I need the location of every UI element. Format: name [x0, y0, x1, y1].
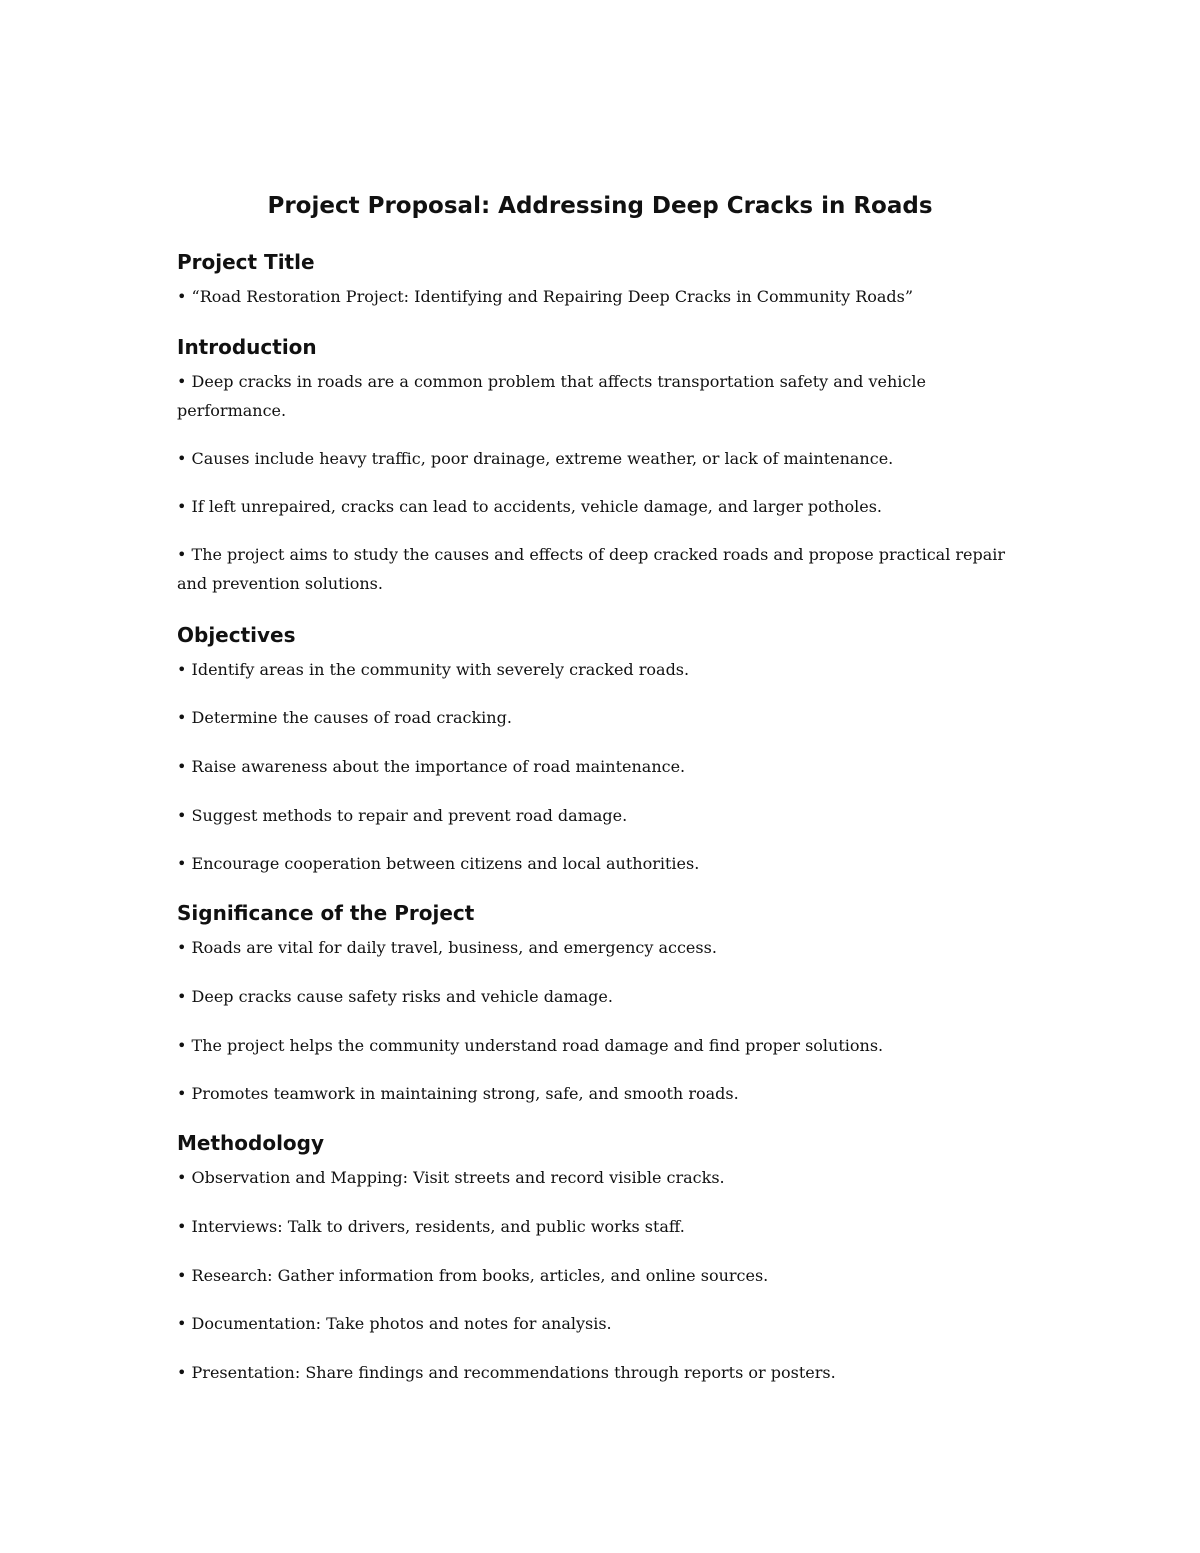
significance-item: • Roads are vital for daily travel, business, and emergency access. — [177, 938, 717, 957]
objectives-item: • Determine the causes of road cracking. — [177, 708, 512, 727]
objectives-item: • Identify areas in the community with severely cracked roads. — [177, 660, 690, 679]
objectives-item: • Suggest methods to repair and prevent road damage. — [177, 806, 628, 825]
project-title-item: • “Road Restoration Project: Identifying and Repairing Deep Cracks in Community Roads” — [177, 287, 914, 306]
section-heading-objectives: Objectives — [177, 623, 296, 647]
objectives-item: • Encourage cooperation between citizens and local authorities. — [177, 854, 700, 873]
section-heading-introduction: Introduction — [177, 335, 317, 359]
document-title: Project Proposal: Addressing Deep Cracks in Roads — [267, 193, 933, 219]
methodology-item: • Presentation: Share findings and recommendations through reports or posters. — [177, 1363, 836, 1382]
significance-item: • The project helps the community understand road damage and find proper solutions. — [177, 1036, 884, 1055]
introduction-item: • Causes include heavy traffic, poor drainage, extreme weather, or lack of maintenance. — [177, 449, 894, 468]
introduction-item: • Deep cracks in roads are a common problem that affects transportation safety and vehicle performance. — [177, 372, 926, 420]
methodology-item: • Interviews: Talk to drivers, residents, and public works staff. — [177, 1217, 685, 1236]
section-heading-significance: Significance of the Project — [177, 901, 475, 925]
significance-item: • Deep cracks cause safety risks and vehicle damage. — [177, 987, 613, 1006]
introduction-item: • The project aims to study the causes and effects of deep cracked roads and propose practical repair and prevention solutions. — [177, 545, 1006, 593]
methodology-item: • Observation and Mapping: Visit streets and record visible cracks. — [177, 1168, 725, 1187]
significance-item: • Promotes teamwork in maintaining strong, safe, and smooth roads. — [177, 1084, 739, 1103]
section-heading-methodology: Methodology — [177, 1131, 325, 1155]
objectives-item: • Raise awareness about the importance of road maintenance. — [177, 757, 686, 776]
introduction-item: • If left unrepaired, cracks can lead to accidents, vehicle damage, and larger potholes. — [177, 497, 883, 516]
methodology-item: • Research: Gather information from books, articles, and online sources. — [177, 1266, 769, 1285]
section-heading-project-title: Project Title — [177, 250, 315, 274]
methodology-item: • Documentation: Take photos and notes for analysis. — [177, 1314, 612, 1333]
